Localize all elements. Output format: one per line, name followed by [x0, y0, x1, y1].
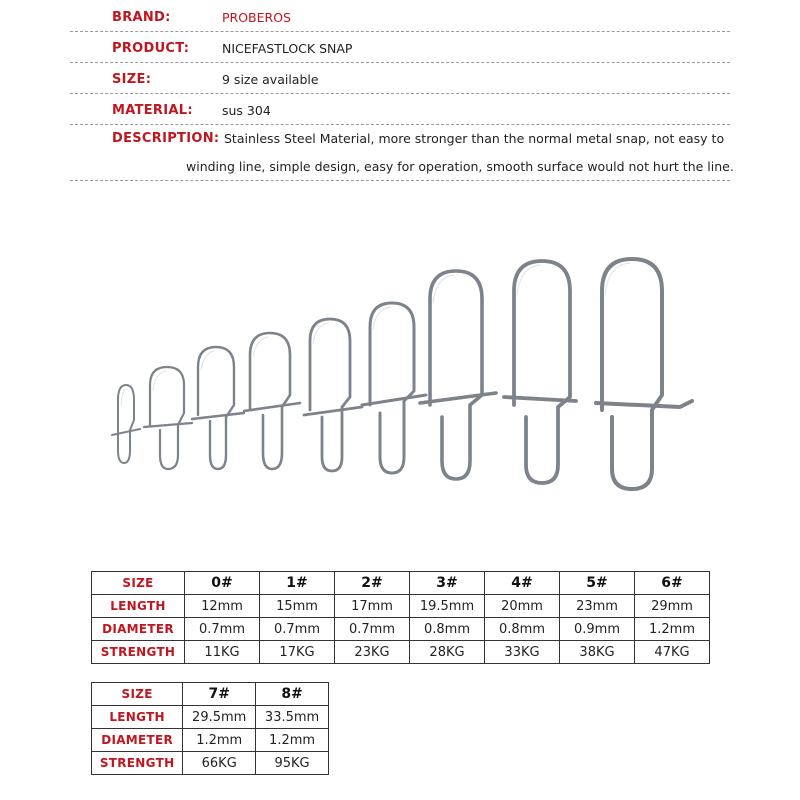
size-header-row: [92, 572, 710, 595]
material-label: MATERIAL:: [112, 103, 193, 118]
length-label: LENGTH: [92, 706, 183, 729]
table-cell: 1.2mm: [635, 618, 710, 641]
strength-row: [92, 752, 329, 775]
snap-size-7: [504, 261, 576, 483]
table-cell: 17KG: [260, 641, 335, 664]
size-4-header: 4#: [485, 572, 560, 595]
material-value: sus 304: [222, 103, 271, 118]
size-table-1: [91, 571, 710, 664]
snap-size-1: [144, 367, 192, 469]
size-value: 9 size available: [222, 72, 319, 87]
table-cell: 23KG: [335, 641, 410, 664]
length-label: LENGTH: [92, 595, 185, 618]
table-cell: 17mm: [335, 595, 410, 618]
length-row: [92, 595, 710, 618]
snap-size-6: [420, 271, 496, 479]
table-cell: 29.5mm: [183, 706, 256, 729]
table-cell: 0.7mm: [260, 618, 335, 641]
table-cell: 11KG: [185, 641, 260, 664]
table-cell: 12mm: [185, 595, 260, 618]
table-cell: 20mm: [485, 595, 560, 618]
brand-label: BRAND:: [112, 10, 171, 25]
table-cell: 15mm: [260, 595, 335, 618]
strength-label: STRENGTH: [92, 641, 185, 664]
table-cell: 0.7mm: [335, 618, 410, 641]
size-7-header: 7#: [183, 683, 256, 706]
size-3-header: 3#: [410, 572, 485, 595]
table-cell: 1.2mm: [256, 729, 329, 752]
size-header-label: SIZE: [92, 572, 185, 595]
table-cell: 33.5mm: [256, 706, 329, 729]
size-header-label: SIZE: [92, 683, 183, 706]
table-cell: 0.9mm: [560, 618, 635, 641]
size-1-header: 1#: [260, 572, 335, 595]
brand-value: PROBEROS: [222, 10, 291, 25]
size-2-header: 2#: [335, 572, 410, 595]
strength-row: [92, 641, 710, 664]
size-8-header: 8#: [256, 683, 329, 706]
snap-size-0: [112, 385, 140, 463]
diameter-row: [92, 618, 710, 641]
product-value: NICEFASTLOCK SNAP: [222, 41, 353, 56]
snap-size-4: [304, 319, 362, 471]
table-cell: 0.8mm: [485, 618, 560, 641]
size-6-header: 6#: [635, 572, 710, 595]
snap-size-3: [244, 333, 300, 469]
spec-row-brand: [70, 0, 730, 32]
size-header-row: [92, 683, 329, 706]
snap-size-5: [362, 303, 426, 473]
table-cell: 47KG: [635, 641, 710, 664]
size-5-header: 5#: [560, 572, 635, 595]
snap-size-2: [192, 347, 244, 469]
snap-product-photo: [100, 245, 720, 525]
spec-row-product: [70, 31, 730, 63]
table-cell: 1.2mm: [183, 729, 256, 752]
table-cell: 28KG: [410, 641, 485, 664]
length-row: [92, 706, 329, 729]
size-table-2: [91, 682, 329, 775]
spec-row-size: [70, 62, 730, 94]
product-label: PRODUCT:: [112, 41, 190, 56]
table-cell: 33KG: [485, 641, 560, 664]
size-label: SIZE:: [112, 72, 152, 87]
table-cell: 19.5mm: [410, 595, 485, 618]
table-cell: 0.8mm: [410, 618, 485, 641]
diameter-label: DIAMETER: [92, 618, 185, 641]
description-label: DESCRIPTION:: [112, 131, 220, 146]
table-cell: 38KG: [560, 641, 635, 664]
table-cell: 66KG: [183, 752, 256, 775]
diameter-label: DIAMETER: [92, 729, 183, 752]
snap-size-8: [596, 259, 692, 489]
size-0-header: 0#: [185, 572, 260, 595]
table-cell: 23mm: [560, 595, 635, 618]
diameter-row: [92, 729, 329, 752]
spec-row-material: [70, 93, 730, 125]
table-cell: 29mm: [635, 595, 710, 618]
table-cell: 95KG: [256, 752, 329, 775]
description-line-2: winding line, simple design, easy for operation, smooth surface would not hurt the line.: [186, 159, 734, 174]
description-line-1: Stainless Steel Material, more stronger than the normal metal snap, not easy to: [224, 131, 725, 146]
strength-label: STRENGTH: [92, 752, 183, 775]
table-cell: 0.7mm: [185, 618, 260, 641]
